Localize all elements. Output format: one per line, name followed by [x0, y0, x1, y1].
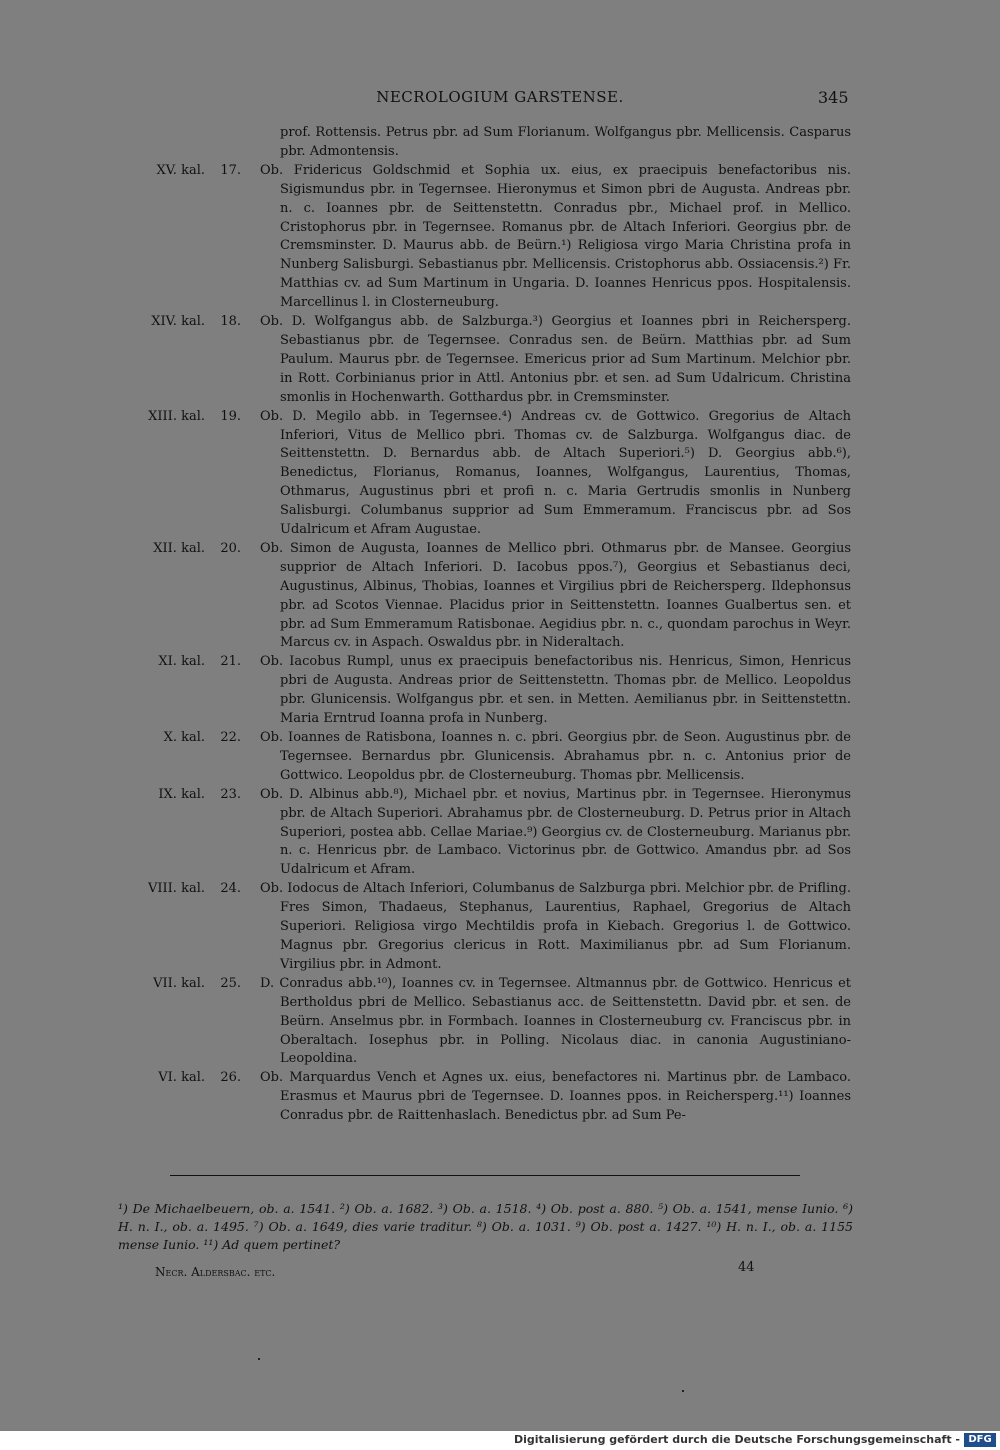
entry-text: Ob. Simon de Augusta, Ioannes de Mellico pbri. Othmarus pbr. de Mansee. Georgius supprior de Altach Inferiori. D. Iacobus ppos.⁷), Georgius et Sebastianus deci, Augustinus, Albinus, Thobias, Ioannes et Virgilius pbri de Reichersperg. Ildephonsus pbr. ad Scotos Viennae. Placidus prior in Seittenstettn. Ioannes Gualbertus sen. et pbr. ad Sum Emmeramum Ratisbonae. Aegidius pbr. n. c., quondam parochus in Weyr. Marcus cv. in Aspach. Oswaldus pbr. in Nideraltach.: [260, 540, 851, 651]
entry-text: Ob. Fridericus Goldschmid et Sophia ux. eius, ex praecipuis benefactoribus nis. Sigismundus pbr. in Tegernsee. Hieronymus et Simon pbri de Augusta. Andreas pbr. n. c. Ioannes pbr. de Seittenstettn. Conradus pbr., Michael prof. in Mellico. Cristophorus pbr. in Tegernsee. Romanus pbr. de Altach Inferiori. Georgius pbr. de Cremsminster. D. Maurus abb. de Beürn.¹) Religiosa virgo Maria Christina profa in Nunberg Salisburgi. Sebastianus pbr. Mellicensis. Cristophorus abb. Ossiacensis.²) Fr. Matthias cv. ad Sum Martinum in Ungaria. D. Ioannes Henricus ppos. Hospitalensis. Marcellinus l. in Closterneuburg.: [260, 162, 851, 311]
entry-text: Ob. D. Wolfgangus abb. de Salzburga.³) Georgius et Ioannes pbri in Reichersperg. Sebastianus pbr. de Tegernsee. Conradus sen. de Beürn. Matthias pbr. ad Sum Paulum. Maurus pbr. de Tegernsee. Emericus prior ad Sum Martinum. Melchior pbr. in Rott. Corbinianus prior in Attl. Antonius pbr. et sen. ad Sum Udalricum. Christina smonlis in Hochenwarth. Gotthardus pbr. in Cremsminster.: [260, 314, 851, 405]
entry: [0, 786, 1000, 881]
entry-day-number: 25.: [220, 975, 241, 991]
entry-text: Ob. Marquardus Vench et Agnes ux. eius, benefactores ni. Martinus pbr. de Lambaco. Erasmus et Maurus pbri de Tegernsee. D. Ioannes ppos. in Reichersperg.¹¹) Ioannes Conradus pbr. de Raittenhaslach. Benedictus pbr. ad Sum Pe-: [260, 1070, 851, 1124]
footnotes: ¹) De Michaelbeuern, ob. a. 1541. ²) Ob. a. 1682. ³) Ob. a. 1518. ⁴) Ob. post a. 880. ⁵) Ob. a. 1541, mense Iunio. ⁶) H. n. I., ob. a. 1495. ⁷) Ob. a. 1649, dies varie traditur. ⁸) Ob. a. 1031. ⁹) Ob. post a. 1427. ¹⁰) H. n. I., ob. a. 1155 mense Iunio. ¹¹) Ad quem pertinet?: [118, 1201, 853, 1252]
footnote-rule: [170, 1175, 800, 1176]
dfg-logo: DFG: [964, 1433, 996, 1447]
dfg-text: Digitalisierung gefördert durch die Deutsche Forschungsgemeinschaft -: [513, 1433, 960, 1446]
entry-day-number: 19.: [220, 408, 241, 424]
entry: [0, 975, 1000, 1070]
entry: [0, 408, 1000, 540]
entry-text: Ob. D. Albinus abb.⁸), Michael pbr. et novius, Martinus pbr. in Tegernsee. Hieronymus pbr. de Altach Superiori. Abrahamus pbr. de Closterneuburg. D. Petrus prior in Altach Superiori, postea abb. Cellae Mariae.⁹) Georgius cv. de Closterneuburg. Marianus pbr. n. c. Henricus pbr. de Lambaco. Victorinus pbr. de Gottwico. Amandus pbr. ad Sos Udalricum et Afram.: [260, 786, 851, 878]
entry-text: Ob. Ioannes de Ratisbona, Ioannes n. c. pbri. Georgius pbr. de Seon. Augustinus pbr. de Tegernsee. Bernardus pbr. Glunicensis. Abrahamus pbr. n. c. Antonius prior de Gottwico. Leopoldus pbr. de Closterneuburg. Thomas pbr. Mellicensis.: [260, 730, 851, 783]
entry-text: Ob. D. Megilo abb. in Tegernsee.⁴) Andreas cv. de Gottwico. Gregorius de Altach Inferiori, Vitus de Mellico pbri. Thomas cv. de Salzburga. Wolfgangus diac. de Seittenstettn. D. Bernardus abb. de Altach Superiori.⁵) D. Georgius abb.⁶), Benedictus, Florianus, Romanus, Ioannes, Wolfgangus, Laurentius, Thomas, Othmarus, Augustinus pbri et profi n. c. Maria Gertrudis smonlis in Nunberg Salisburgi. Columbanus supprior ad Sum Emmeramum. Franciscus pbr. ad Sos Udalricum et Afram Augustae.: [260, 408, 851, 538]
entry-text: D. Conradus abb.¹⁰), Ioannes cv. in Tegernsee. Altmannus pbr. de Gottwico. Henricus et Bertholdus pbri de Mellico. Sebastianus acc. de Seittenstettn. David pbr. et sen. de Beürn. Anselmus pbr. in Formbach. Ioannes in Closterneuburg cv. Franciscus pbr. in Oberaltach. Iosephus pbr. in Polling. Nicolaus diac. in canonia Augustiniano-Leopoldina.: [260, 975, 851, 1067]
entry-kal: X. kal.: [163, 730, 205, 745]
entry-day-number: 22.: [220, 730, 241, 745]
entry-kal: VIII. kal.: [148, 881, 205, 897]
scan-speck: [258, 1358, 260, 1360]
scan-speck: [682, 1390, 684, 1392]
entry: [0, 880, 1000, 975]
page-header-title: NECROLOGIUM GARSTENSE.: [376, 88, 624, 106]
entry-kal: IX. kal.: [158, 786, 205, 802]
entry-text: Ob. Iodocus de Altach Inferiori, Columbanus de Salzburga pbri. Melchior pbr. de Prifling. Fres Simon, Thadaeus, Stephanus, Laurentius, Raphael, Gregorius de Altach Superiori. Religiosa virgo Mechtildis profa in Kiebach. Gregorius l. de Gottwico. Magnus pbr. Gregorius clericus in Rott. Maximilianus pbr. ad Sum Florianum. Virgilius pbr. in Admont.: [260, 881, 851, 972]
continuation-text: prof. Rottensis. Petrus pbr. ad Sum Florianum. Wolfgangus pbr. Mellicensis. Casparus pbr. Admontensis.: [280, 125, 851, 159]
dfg-banner: [0, 1431, 1000, 1450]
footer-signature: 44: [738, 1260, 755, 1275]
entry: [0, 1069, 1000, 1126]
entry-day-number: 24.: [220, 881, 241, 897]
entry-kal: VI. kal.: [158, 1070, 205, 1086]
entry-day-number: 26.: [220, 1070, 241, 1086]
entry-day-number: 20.: [220, 540, 241, 556]
entry-kal: XIII. kal.: [148, 408, 205, 424]
entry-day-number: 18.: [220, 314, 241, 330]
entry: [0, 729, 1000, 786]
entry-kal: VII. kal.: [153, 975, 205, 991]
entry-kal: XI. kal.: [158, 654, 205, 670]
entry-kal: XV. kal.: [156, 162, 205, 178]
entry-day-number: 21.: [220, 654, 241, 670]
necrology-entries: [0, 124, 1000, 1126]
entry: [0, 162, 1000, 313]
entry: [0, 313, 1000, 408]
entry: [0, 540, 1000, 653]
entry-day-number: 17.: [220, 162, 241, 178]
entry-day-number: 23.: [220, 786, 241, 802]
entry-kal: XII. kal.: [153, 540, 205, 556]
page-number: 345: [818, 88, 849, 107]
entry: [0, 653, 1000, 729]
entry-kal: XIV. kal.: [151, 314, 205, 330]
footer-left: Necr. Aldersbac. etc.: [155, 1265, 276, 1279]
entry-text: Ob. Iacobus Rumpl, unus ex praecipuis benefactoribus nis. Henricus, Simon, Henricus pbri de Augusta. Andreas prior de Seittenstettn. Thomas pbr. de Mellico. Leopoldus pbr. Glunicensis. Wolfgangus pbr. et sen. in Metten. Aemilianus pbr. in Seittenstettn. Maria Erntrud Ioanna profa in Nunberg.: [260, 654, 851, 727]
